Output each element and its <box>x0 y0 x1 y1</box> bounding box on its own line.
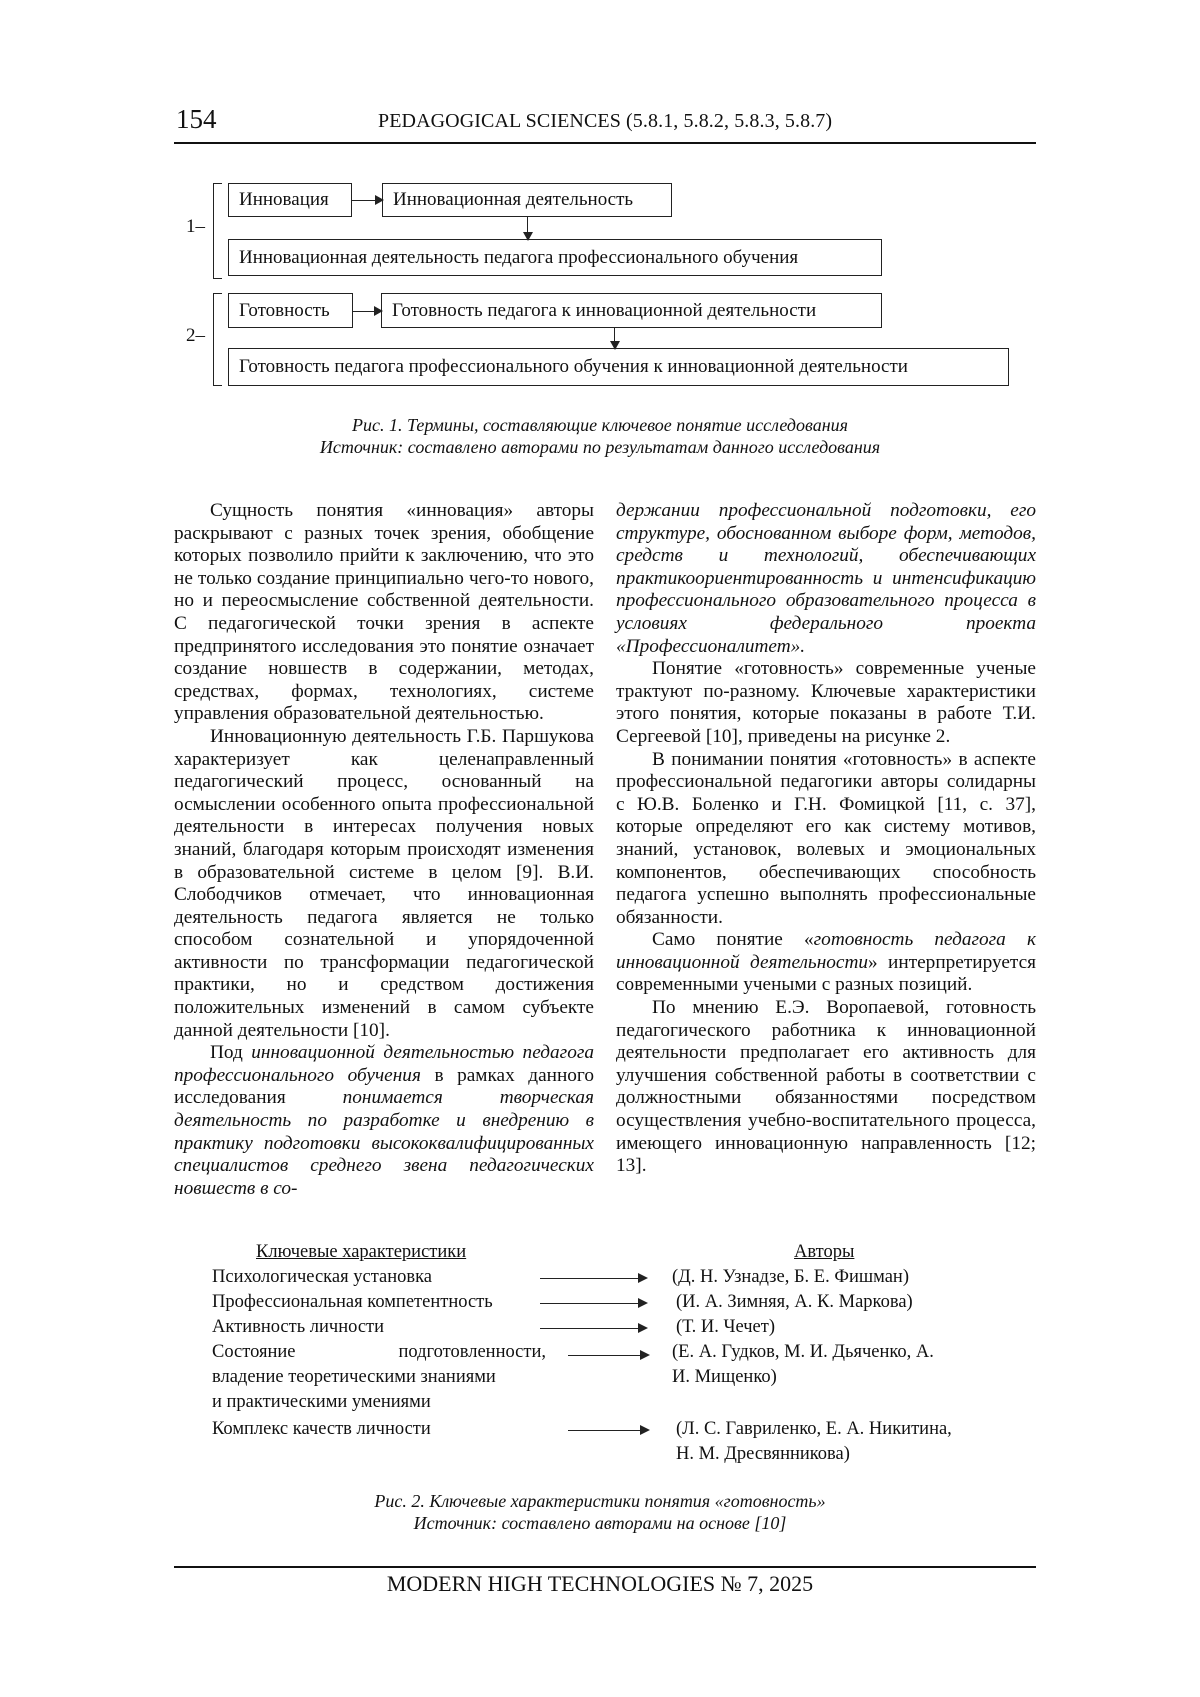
characteristic-label: Состояние подготовленности, <box>212 1342 546 1362</box>
authors-label: И. Мищенко) <box>672 1367 777 1387</box>
authors-label: (Л. С. Гавриленко, Е. А. Никитина, <box>676 1419 952 1439</box>
authors-label: Н. М. Дресвянникова) <box>676 1444 850 1464</box>
right-column <box>616 500 1036 1178</box>
box-innovation: Инновация <box>228 183 352 217</box>
box-readiness: Готовность <box>228 293 353 328</box>
arrow-right <box>352 200 382 201</box>
paragraph: В понимании понятия «готовность» в аспекте профессиональной педагогики авторы солидарны с Ю.В. Боленко и Г.Н. Фомицкой [11, с. 37], которые определяют его как систему мотивов, знаний, установок, волевых и эмоциональных компонентов, обеспечивающих способность педагога успешно выполнять профессиональные обязанности. <box>616 748 1036 928</box>
paragraph: держании профессиональной подготовки, его структуре, обоснованном выборе форм, методов, средств и технологий, обеспечивающих практикоориентированность и интенсификацию профессионального образовательного процесса в условиях федерального проекта «Профессионалитет». <box>616 500 1036 657</box>
journal-header: PEDAGOGICAL SCIENCES (5.8.1, 5.8.2, 5.8.3, 5.8.7) <box>378 110 833 132</box>
characteristics-header: Ключевые характеристики <box>256 1242 467 1262</box>
authors-label: (Е. А. Гудков, М. И. Дьяченко, А. <box>672 1342 934 1362</box>
box-teacher-readiness: Готовность педагога к инновационной деятельности <box>381 293 882 328</box>
group-1-label: 1– <box>186 216 205 237</box>
characteristic-label: и практическими умениями <box>212 1392 431 1412</box>
characteristic-label: Профессиональная компетентность <box>212 1292 493 1312</box>
arrow-right <box>540 1303 646 1304</box>
paragraph: Понятие «готовность» современные ученые трактуют по-разному. Ключевые характеристики этого понятия, которые показаны в работе Т.И. Сергеевой [10], приведены на рисунке 2. <box>616 658 1036 747</box>
authors-label: (Т. И. Чечет) <box>676 1317 776 1337</box>
figure-2-caption: Рис. 2. Ключевые характеристики понятия «готовность» <box>374 1491 826 1511</box>
characteristic-label: владение теоретическими знаниями <box>212 1367 496 1387</box>
arrow-right <box>353 311 381 312</box>
paragraph: Сущность понятия «инновация» авторы раскрывают с разных точек зрения, обобщение которых позволило прийти к заключению, что это не только создание принципиально чего-то нового, но и переосмысление собственной деятельности. С педагогической точки зрения в аспекте предпринятого исследования это понятие означает создание новшеств в содержании, методах, средствах, формах, технологиях, системе управления образовательной деятельностью. <box>174 500 594 725</box>
paragraph: Инновационную деятельность Г.Б. Паршукова характеризует как целенаправленный педагогический процесс, основанный на осмыслении особенного опыта профессиональной деятельности в интересах получения новых знаний, благодаря которым происходят изменения в образовательной системе в целом [9]. В.И. Слободчиков отмечает, что инновационная деятельность педагога является не только способом сознательной и упорядоченной активности по трансформации педагогической практики, но и средством достижения положительных изменений в самом субъекте данной деятельности [10]. <box>174 725 594 1041</box>
arrow-right <box>568 1430 648 1431</box>
arrow-right <box>540 1328 646 1329</box>
paragraph: По мнению Е.Э. Воропаевой, готовность педагогического работника к инновационной деятельности предполагает его активность для улучшения собственной работы в соответствии с должностными обязанностями посредством осуществления учебно-воспитательного процесса, имеющего инновационную направленность [12; 13]. <box>616 997 1036 1177</box>
paragraph: Само понятие «готовность педагога к инновационной деятельности» интерпретируется современными учеными с разных позиций. <box>616 929 1036 996</box>
journal-footer: MODERN HIGH TECHNOLOGIES № 7, 2025 <box>386 1571 814 1596</box>
page-number: 154 <box>176 104 217 134</box>
header-rule <box>174 142 1036 144</box>
characteristic-label: Психологическая установка <box>212 1267 433 1287</box>
box-full-readiness: Готовность педагога профессионального обучения к инновационной деятельности <box>228 348 1009 386</box>
characteristic-label: Комплекс качеств личности <box>212 1419 431 1439</box>
arrow-right <box>540 1278 646 1279</box>
footer-rule <box>174 1566 1036 1568</box>
authors-label: (Д. Н. Узнадзе, Б. Е. Фишман) <box>672 1267 909 1287</box>
left-column <box>174 500 594 1200</box>
figure-1-source: Источник: составлено авторами по результатам данного исследования <box>319 437 881 457</box>
figure-2-source: Источник: составлено авторами на основе [10] <box>413 1513 787 1533</box>
authors-header: Авторы <box>794 1242 855 1262</box>
group-2-brace <box>213 293 222 386</box>
paragraph: Под инновационной деятельностью педагога профессионального обучения в рамках данного исследования понимается творческая деятельность по разработке и внедрению в практику подготовки высококвалифицированных специалистов среднего звена педагогических новшеств в со- <box>174 1042 594 1199</box>
group-1-brace <box>213 183 222 279</box>
box-teacher-innovation-activity: Инновационная деятельность педагога профессионального обучения <box>228 239 882 276</box>
arrow-down <box>527 217 528 239</box>
figure-1-caption: Рис. 1. Термины, составляющие ключевое понятие исследования <box>351 415 848 435</box>
arrow-down <box>614 328 615 348</box>
characteristic-label: Активность личности <box>212 1317 385 1337</box>
authors-label: (И. А. Зимняя, А. К. Маркова) <box>676 1292 913 1312</box>
group-2-label: 2– <box>186 325 205 346</box>
arrow-right <box>568 1355 648 1356</box>
box-innovation-activity: Инновационная деятельность <box>382 183 672 217</box>
